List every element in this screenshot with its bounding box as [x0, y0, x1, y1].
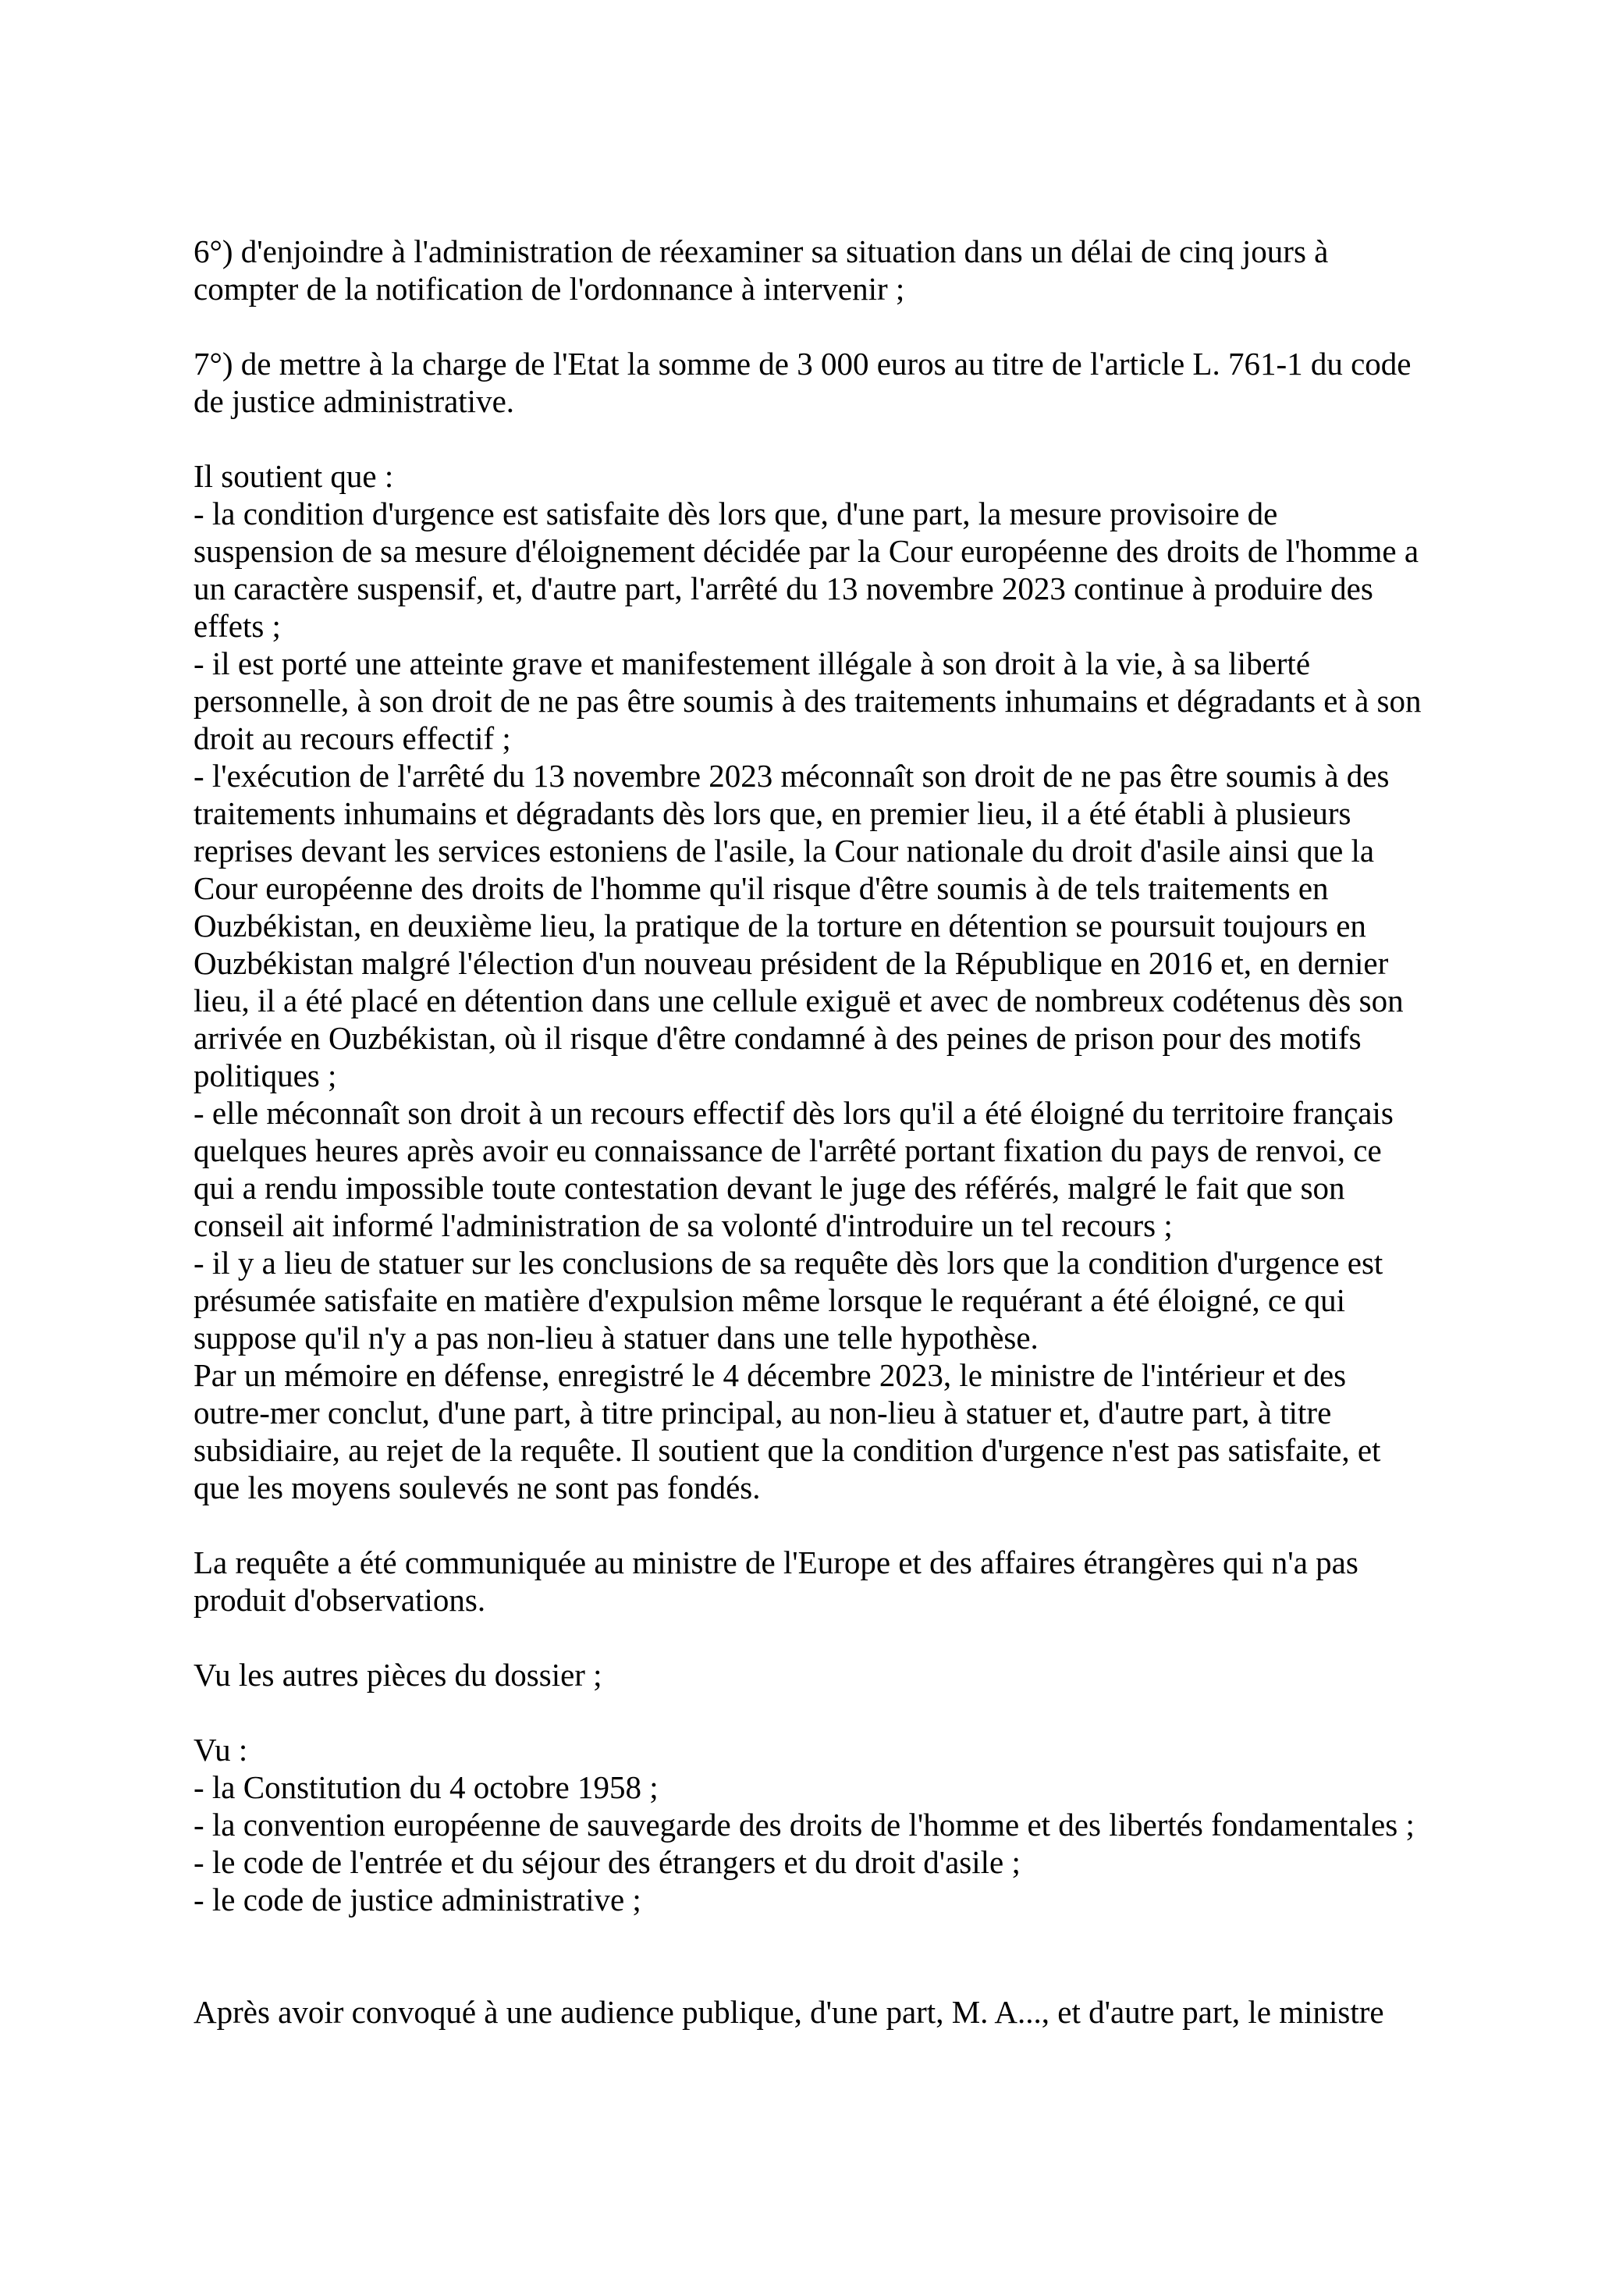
paragraph: - l'exécution de l'arrêté du 13 novembre 2023 méconnaît son droit de ne pas être soumis à des traitements inhumains et dégradants dès lors que, en premier lieu, il a été établi à plusieurs reprises devant les services estoniens de l'asile, la Cour nationale du droit d'asile ainsi que la Cour européenne des droits de l'homme qu'il risque d'être soumis à de tels traitements en Ouzbékistan, en deuxième lieu, la pratique de la torture en détention se poursuit toujours en Ouzbékistan malgré l'élection d'un nouveau président de la République en 2016 et, en dernier lieu, il a été placé en détention dans une cellule exiguë et avec de nombreux codétenus dès son arrivée en Ouzbékistan, où il risque d'être condamné à des peines de prison pour des motifs politiques ;	[194, 758, 1404, 1093]
paragraph: Vu les autres pièces du dossier ;	[194, 1657, 602, 1693]
document-text	[194, 233, 1423, 2031]
paragraph: - il y a lieu de statuer sur les conclusions de sa requête dès lors que la condition d'urgence est présumée satisfaite en matière d'expulsion même lorsque le requérant a été éloigné, ce qui suppose qu'il n'y a pas non-lieu à statuer dans une telle hypothèse.	[194, 1245, 1383, 1356]
paragraph: - le code de l'entrée et du séjour des étrangers et du droit d'asile ;	[194, 1844, 1021, 1880]
paragraph: - il est porté une atteinte grave et manifestement illégale à son droit à la vie, à sa liberté personnelle, à son droit de ne pas être soumis à des traitements inhumains et dégradants et à son droit au recours effectif ;	[194, 645, 1422, 756]
paragraph: - la convention européenne de sauvegarde des droits de l'homme et des libertés fondamentales ;	[194, 1807, 1415, 1843]
paragraph: 7°) de mettre à la charge de l'Etat la somme de 3 000 euros au titre de l'article L. 761-1 du code de justice administrative.	[194, 346, 1412, 419]
paragraph: - la Constitution du 4 octobre 1958 ;	[194, 1769, 659, 1805]
paragraph: - la condition d'urgence est satisfaite dès lors que, d'une part, la mesure provisoire de suspension de sa mesure d'éloignement décidée par la Cour européenne des droits de l'homme a un caractère suspensif, et, d'autre part, l'arrêté du 13 novembre 2023 continue à produire des effets ;	[194, 496, 1419, 644]
paragraph: La requête a été communiquée au ministre de l'Europe et des affaires étrangères qui n'a pas produit d'observations.	[194, 1544, 1358, 1618]
paragraph: Par un mémoire en défense, enregistré le 4 décembre 2023, le ministre de l'intérieur et des outre-mer conclut, d'une part, à titre principal, au non-lieu à statuer et, d'autre part, à titre subsidiaire, au rejet de la requête. Il soutient que la condition d'urgence n'est pas satisfaite, et que les moyens soulevés ne sont pas fondés.	[194, 1357, 1381, 1505]
paragraph: Après avoir convoqué à une audience publique, d'une part, M. A..., et d'autre part, le ministre	[194, 1994, 1384, 2030]
paragraph: Il soutient que :	[194, 458, 394, 494]
paragraph: 6°) d'enjoindre à l'administration de réexaminer sa situation dans un délai de cinq jours à compter de la notification de l'ordonnance à intervenir ;	[194, 233, 1329, 307]
paragraph: - elle méconnaît son droit à un recours effectif dès lors qu'il a été éloigné du territoire français quelques heures après avoir eu connaissance de l'arrêté portant fixation du pays de renvoi, ce qui a rendu impossible toute contestation devant le juge des référés, malgré le fait que son conseil ait informé l'administration de sa volonté d'introduire un tel recours ;	[194, 1095, 1394, 1243]
paragraph: Vu :	[194, 1732, 248, 1768]
paragraph: - le code de justice administrative ;	[194, 1882, 641, 1917]
